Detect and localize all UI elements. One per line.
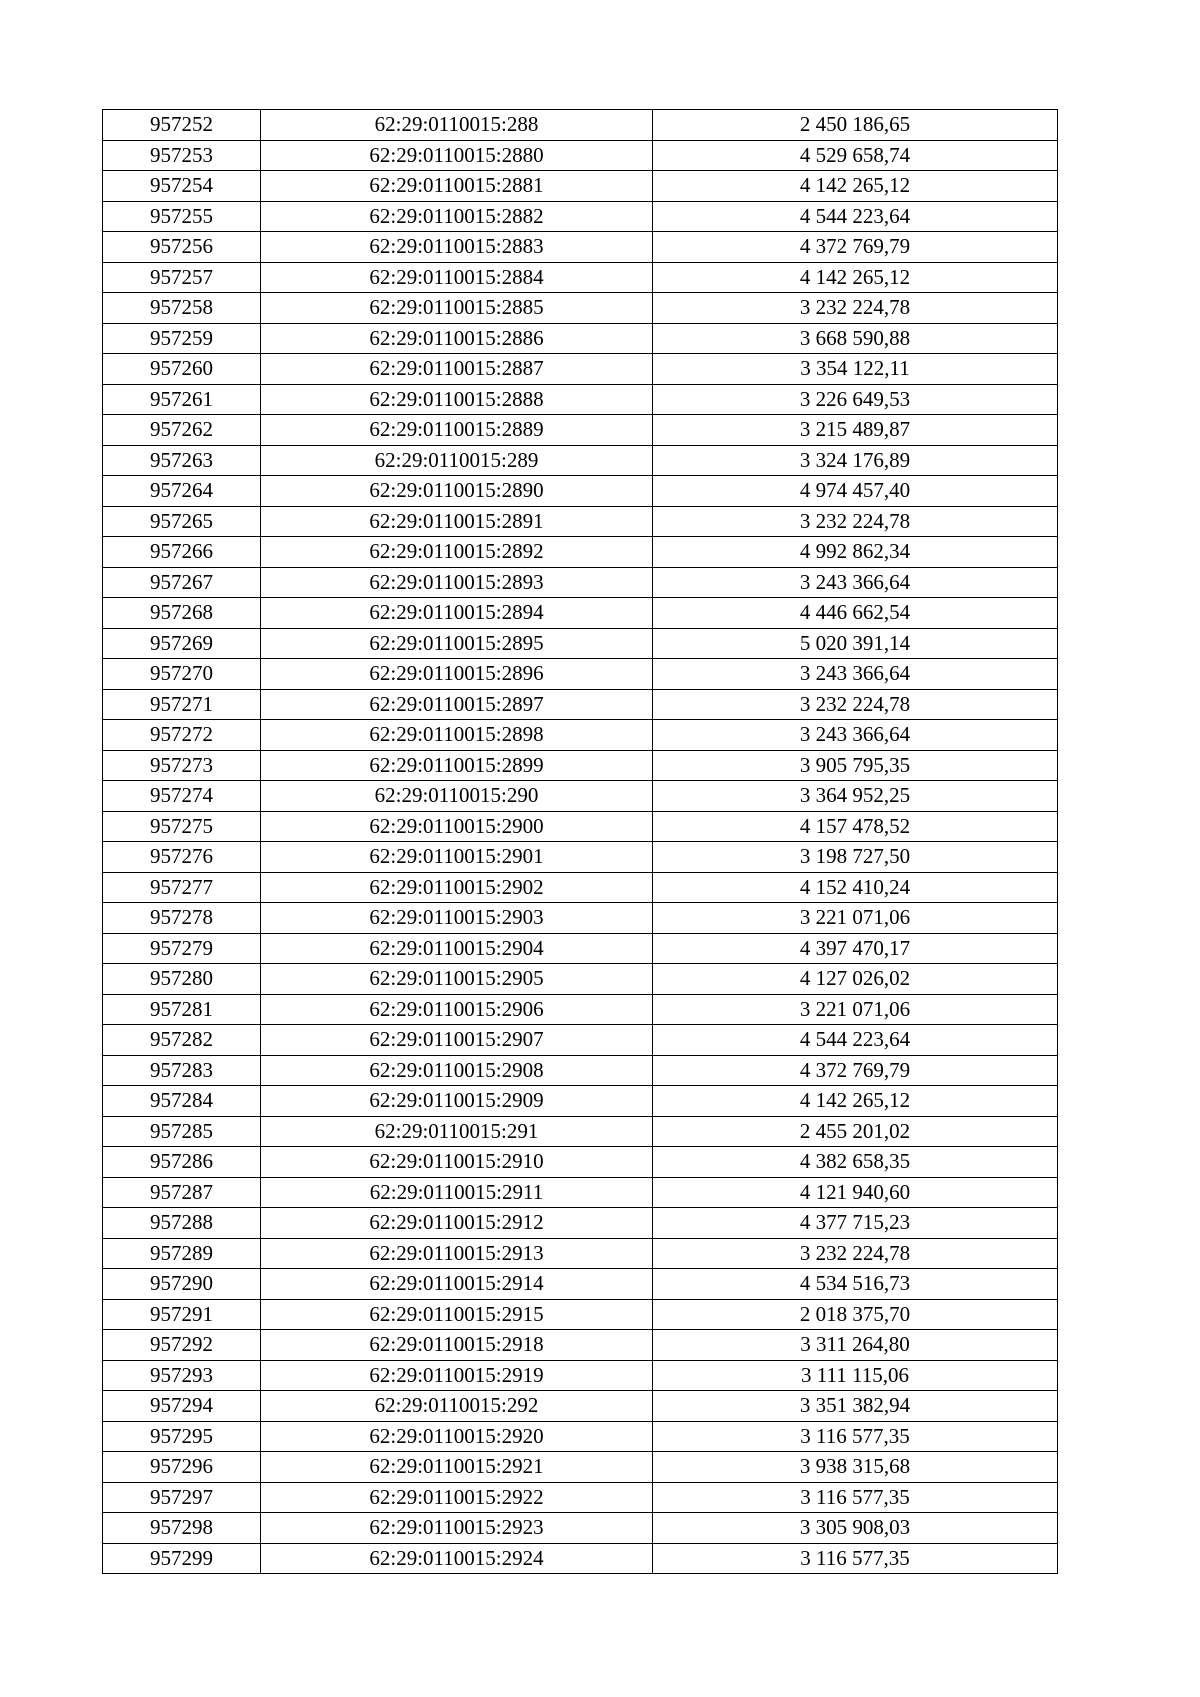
cadastral-value-cell: 4 544 223,64 (653, 1025, 1058, 1056)
cadastral-number-cell: 62:29:0110015:2892 (261, 537, 653, 568)
row-number-cell: 957279 (103, 933, 261, 964)
row-number-cell: 957263 (103, 445, 261, 476)
cadastral-value-cell: 3 221 071,06 (653, 903, 1058, 934)
cadastral-number-cell: 62:29:0110015:2903 (261, 903, 653, 934)
table-row (103, 842, 1058, 873)
table-row (103, 232, 1058, 263)
table-row (103, 964, 1058, 995)
cadastral-value-table (102, 109, 1058, 1574)
row-number-cell: 957291 (103, 1299, 261, 1330)
row-number-cell: 957281 (103, 994, 261, 1025)
table-row (103, 537, 1058, 568)
row-number-cell: 957288 (103, 1208, 261, 1239)
row-number-cell: 957295 (103, 1421, 261, 1452)
cadastral-number-cell: 62:29:0110015:2897 (261, 689, 653, 720)
row-number-cell: 957261 (103, 384, 261, 415)
row-number-cell: 957258 (103, 293, 261, 324)
cadastral-number-cell: 62:29:0110015:2887 (261, 354, 653, 385)
table-row (103, 750, 1058, 781)
cadastral-number-cell: 62:29:0110015:2901 (261, 842, 653, 873)
table-row (103, 598, 1058, 629)
table-row (103, 1086, 1058, 1117)
row-number-cell: 957287 (103, 1177, 261, 1208)
cadastral-value-cell: 4 377 715,23 (653, 1208, 1058, 1239)
table-row (103, 1116, 1058, 1147)
cadastral-number-cell: 62:29:0110015:2885 (261, 293, 653, 324)
cadastral-value-cell: 3 232 224,78 (653, 689, 1058, 720)
cadastral-number-cell: 62:29:0110015:2911 (261, 1177, 653, 1208)
cadastral-number-cell: 62:29:0110015:2890 (261, 476, 653, 507)
table-row (103, 445, 1058, 476)
row-number-cell: 957283 (103, 1055, 261, 1086)
table-row (103, 1269, 1058, 1300)
cadastral-number-cell: 62:29:0110015:2909 (261, 1086, 653, 1117)
cadastral-value-cell: 4 372 769,79 (653, 1055, 1058, 1086)
table-row (103, 201, 1058, 232)
cadastral-number-cell: 62:29:0110015:2908 (261, 1055, 653, 1086)
cadastral-value-cell: 3 111 115,06 (653, 1360, 1058, 1391)
row-number-cell: 957268 (103, 598, 261, 629)
table-row (103, 872, 1058, 903)
table-row (103, 1452, 1058, 1483)
row-number-cell: 957280 (103, 964, 261, 995)
table-row (103, 1513, 1058, 1544)
cadastral-value-cell: 2 455 201,02 (653, 1116, 1058, 1147)
row-number-cell: 957293 (103, 1360, 261, 1391)
table-row (103, 1391, 1058, 1422)
cadastral-value-cell: 2 450 186,65 (653, 110, 1058, 141)
cadastral-value-cell: 3 305 908,03 (653, 1513, 1058, 1544)
cadastral-number-cell: 62:29:0110015:2896 (261, 659, 653, 690)
cadastral-number-cell: 62:29:0110015:288 (261, 110, 653, 141)
cadastral-number-cell: 62:29:0110015:2891 (261, 506, 653, 537)
cadastral-number-cell: 62:29:0110015:2898 (261, 720, 653, 751)
row-number-cell: 957272 (103, 720, 261, 751)
cadastral-number-cell: 62:29:0110015:2884 (261, 262, 653, 293)
cadastral-value-cell: 2 018 375,70 (653, 1299, 1058, 1330)
row-number-cell: 957273 (103, 750, 261, 781)
table-row (103, 110, 1058, 141)
cadastral-number-cell: 62:29:0110015:2902 (261, 872, 653, 903)
cadastral-number-cell: 62:29:0110015:2914 (261, 1269, 653, 1300)
table-row (103, 506, 1058, 537)
table-row (103, 1421, 1058, 1452)
row-number-cell: 957292 (103, 1330, 261, 1361)
row-number-cell: 957299 (103, 1543, 261, 1574)
row-number-cell: 957252 (103, 110, 261, 141)
cadastral-value-cell: 3 116 577,35 (653, 1543, 1058, 1574)
cadastral-value-cell: 4 372 769,79 (653, 232, 1058, 263)
cadastral-number-cell: 62:29:0110015:2923 (261, 1513, 653, 1544)
row-number-cell: 957257 (103, 262, 261, 293)
cadastral-value-cell: 4 446 662,54 (653, 598, 1058, 629)
table-row (103, 384, 1058, 415)
cadastral-value-cell: 3 198 727,50 (653, 842, 1058, 873)
cadastral-value-cell: 3 351 382,94 (653, 1391, 1058, 1422)
cadastral-number-cell: 62:29:0110015:2899 (261, 750, 653, 781)
cadastral-value-cell: 4 529 658,74 (653, 140, 1058, 171)
row-number-cell: 957284 (103, 1086, 261, 1117)
cadastral-number-cell: 62:29:0110015:2883 (261, 232, 653, 263)
table-row (103, 689, 1058, 720)
cadastral-value-cell: 3 364 952,25 (653, 781, 1058, 812)
row-number-cell: 957271 (103, 689, 261, 720)
row-number-cell: 957253 (103, 140, 261, 171)
table-row (103, 1208, 1058, 1239)
cadastral-value-cell: 3 215 489,87 (653, 415, 1058, 446)
row-number-cell: 957266 (103, 537, 261, 568)
row-number-cell: 957255 (103, 201, 261, 232)
cadastral-value-cell: 4 142 265,12 (653, 1086, 1058, 1117)
table-row (103, 323, 1058, 354)
table-row (103, 1543, 1058, 1574)
cadastral-number-cell: 62:29:0110015:2900 (261, 811, 653, 842)
row-number-cell: 957270 (103, 659, 261, 690)
row-number-cell: 957286 (103, 1147, 261, 1178)
row-number-cell: 957269 (103, 628, 261, 659)
table-row (103, 1299, 1058, 1330)
table-row (103, 567, 1058, 598)
cadastral-value-cell: 3 938 315,68 (653, 1452, 1058, 1483)
table-row (103, 476, 1058, 507)
row-number-cell: 957297 (103, 1482, 261, 1513)
cadastral-value-cell: 5 020 391,14 (653, 628, 1058, 659)
cadastral-value-cell: 3 311 264,80 (653, 1330, 1058, 1361)
cadastral-number-cell: 62:29:0110015:2889 (261, 415, 653, 446)
table-row (103, 720, 1058, 751)
row-number-cell: 957265 (103, 506, 261, 537)
row-number-cell: 957264 (103, 476, 261, 507)
row-number-cell: 957254 (103, 171, 261, 202)
cadastral-value-cell: 3 668 590,88 (653, 323, 1058, 354)
cadastral-number-cell: 62:29:0110015:2895 (261, 628, 653, 659)
row-number-cell: 957256 (103, 232, 261, 263)
cadastral-value-cell: 3 116 577,35 (653, 1482, 1058, 1513)
cadastral-value-cell: 4 974 457,40 (653, 476, 1058, 507)
cadastral-number-cell: 62:29:0110015:2907 (261, 1025, 653, 1056)
cadastral-number-cell: 62:29:0110015:2922 (261, 1482, 653, 1513)
cadastral-value-cell: 4 121 940,60 (653, 1177, 1058, 1208)
cadastral-number-cell: 62:29:0110015:2888 (261, 384, 653, 415)
row-number-cell: 957289 (103, 1238, 261, 1269)
row-number-cell: 957276 (103, 842, 261, 873)
cadastral-number-cell: 62:29:0110015:2880 (261, 140, 653, 171)
cadastral-number-cell: 62:29:0110015:2915 (261, 1299, 653, 1330)
table-row (103, 1238, 1058, 1269)
table-row (103, 628, 1058, 659)
cadastral-value-cell: 3 243 366,64 (653, 659, 1058, 690)
cadastral-number-cell: 62:29:0110015:290 (261, 781, 653, 812)
row-number-cell: 957275 (103, 811, 261, 842)
cadastral-value-cell: 3 354 122,11 (653, 354, 1058, 385)
table-row (103, 903, 1058, 934)
cadastral-value-cell: 4 127 026,02 (653, 964, 1058, 995)
cadastral-value-cell: 4 142 265,12 (653, 262, 1058, 293)
row-number-cell: 957285 (103, 1116, 261, 1147)
table-row (103, 659, 1058, 690)
table-row (103, 262, 1058, 293)
cadastral-value-cell: 3 232 224,78 (653, 293, 1058, 324)
cadastral-number-cell: 62:29:0110015:2924 (261, 1543, 653, 1574)
cadastral-number-cell: 62:29:0110015:2882 (261, 201, 653, 232)
row-number-cell: 957282 (103, 1025, 261, 1056)
cadastral-value-cell: 3 324 176,89 (653, 445, 1058, 476)
cadastral-number-cell: 62:29:0110015:2886 (261, 323, 653, 354)
table-row (103, 1177, 1058, 1208)
cadastral-value-cell: 4 992 862,34 (653, 537, 1058, 568)
cadastral-value-cell: 3 221 071,06 (653, 994, 1058, 1025)
cadastral-value-cell: 4 142 265,12 (653, 171, 1058, 202)
cadastral-number-cell: 62:29:0110015:292 (261, 1391, 653, 1422)
row-number-cell: 957274 (103, 781, 261, 812)
row-number-cell: 957296 (103, 1452, 261, 1483)
row-number-cell: 957278 (103, 903, 261, 934)
row-number-cell: 957298 (103, 1513, 261, 1544)
row-number-cell: 957267 (103, 567, 261, 598)
table-row (103, 1482, 1058, 1513)
cadastral-number-cell: 62:29:0110015:2919 (261, 1360, 653, 1391)
table-row (103, 811, 1058, 842)
table-row (103, 171, 1058, 202)
table-row (103, 1330, 1058, 1361)
table-row (103, 1025, 1058, 1056)
cadastral-number-cell: 62:29:0110015:2905 (261, 964, 653, 995)
cadastral-number-cell: 62:29:0110015:2893 (261, 567, 653, 598)
cadastral-number-cell: 62:29:0110015:2921 (261, 1452, 653, 1483)
cadastral-value-cell: 3 116 577,35 (653, 1421, 1058, 1452)
cadastral-number-cell: 62:29:0110015:2894 (261, 598, 653, 629)
cadastral-number-cell: 62:29:0110015:289 (261, 445, 653, 476)
table-row (103, 1055, 1058, 1086)
cadastral-number-cell: 62:29:0110015:2912 (261, 1208, 653, 1239)
row-number-cell: 957294 (103, 1391, 261, 1422)
cadastral-value-cell: 4 157 478,52 (653, 811, 1058, 842)
cadastral-value-cell: 4 397 470,17 (653, 933, 1058, 964)
cadastral-number-cell: 62:29:0110015:2913 (261, 1238, 653, 1269)
table-row (103, 140, 1058, 171)
cadastral-number-cell: 62:29:0110015:291 (261, 1116, 653, 1147)
cadastral-value-cell: 3 232 224,78 (653, 506, 1058, 537)
cadastral-number-cell: 62:29:0110015:2920 (261, 1421, 653, 1452)
cadastral-number-cell: 62:29:0110015:2910 (261, 1147, 653, 1178)
cadastral-value-cell: 4 152 410,24 (653, 872, 1058, 903)
table-row (103, 994, 1058, 1025)
cadastral-number-cell: 62:29:0110015:2918 (261, 1330, 653, 1361)
table-row (103, 415, 1058, 446)
cadastral-number-cell: 62:29:0110015:2881 (261, 171, 653, 202)
table-body (103, 110, 1058, 1574)
cadastral-value-cell: 3 243 366,64 (653, 567, 1058, 598)
cadastral-value-cell: 3 243 366,64 (653, 720, 1058, 751)
cadastral-value-cell: 4 534 516,73 (653, 1269, 1058, 1300)
cadastral-value-cell: 3 232 224,78 (653, 1238, 1058, 1269)
table-row (103, 933, 1058, 964)
cadastral-value-cell: 3 226 649,53 (653, 384, 1058, 415)
row-number-cell: 957260 (103, 354, 261, 385)
row-number-cell: 957290 (103, 1269, 261, 1300)
row-number-cell: 957259 (103, 323, 261, 354)
table-row (103, 354, 1058, 385)
cadastral-value-cell: 3 905 795,35 (653, 750, 1058, 781)
row-number-cell: 957262 (103, 415, 261, 446)
cadastral-number-cell: 62:29:0110015:2904 (261, 933, 653, 964)
row-number-cell: 957277 (103, 872, 261, 903)
table-row (103, 1147, 1058, 1178)
cadastral-value-cell: 4 544 223,64 (653, 201, 1058, 232)
table-row (103, 1360, 1058, 1391)
table-row (103, 293, 1058, 324)
cadastral-number-cell: 62:29:0110015:2906 (261, 994, 653, 1025)
cadastral-value-cell: 4 382 658,35 (653, 1147, 1058, 1178)
table-row (103, 781, 1058, 812)
